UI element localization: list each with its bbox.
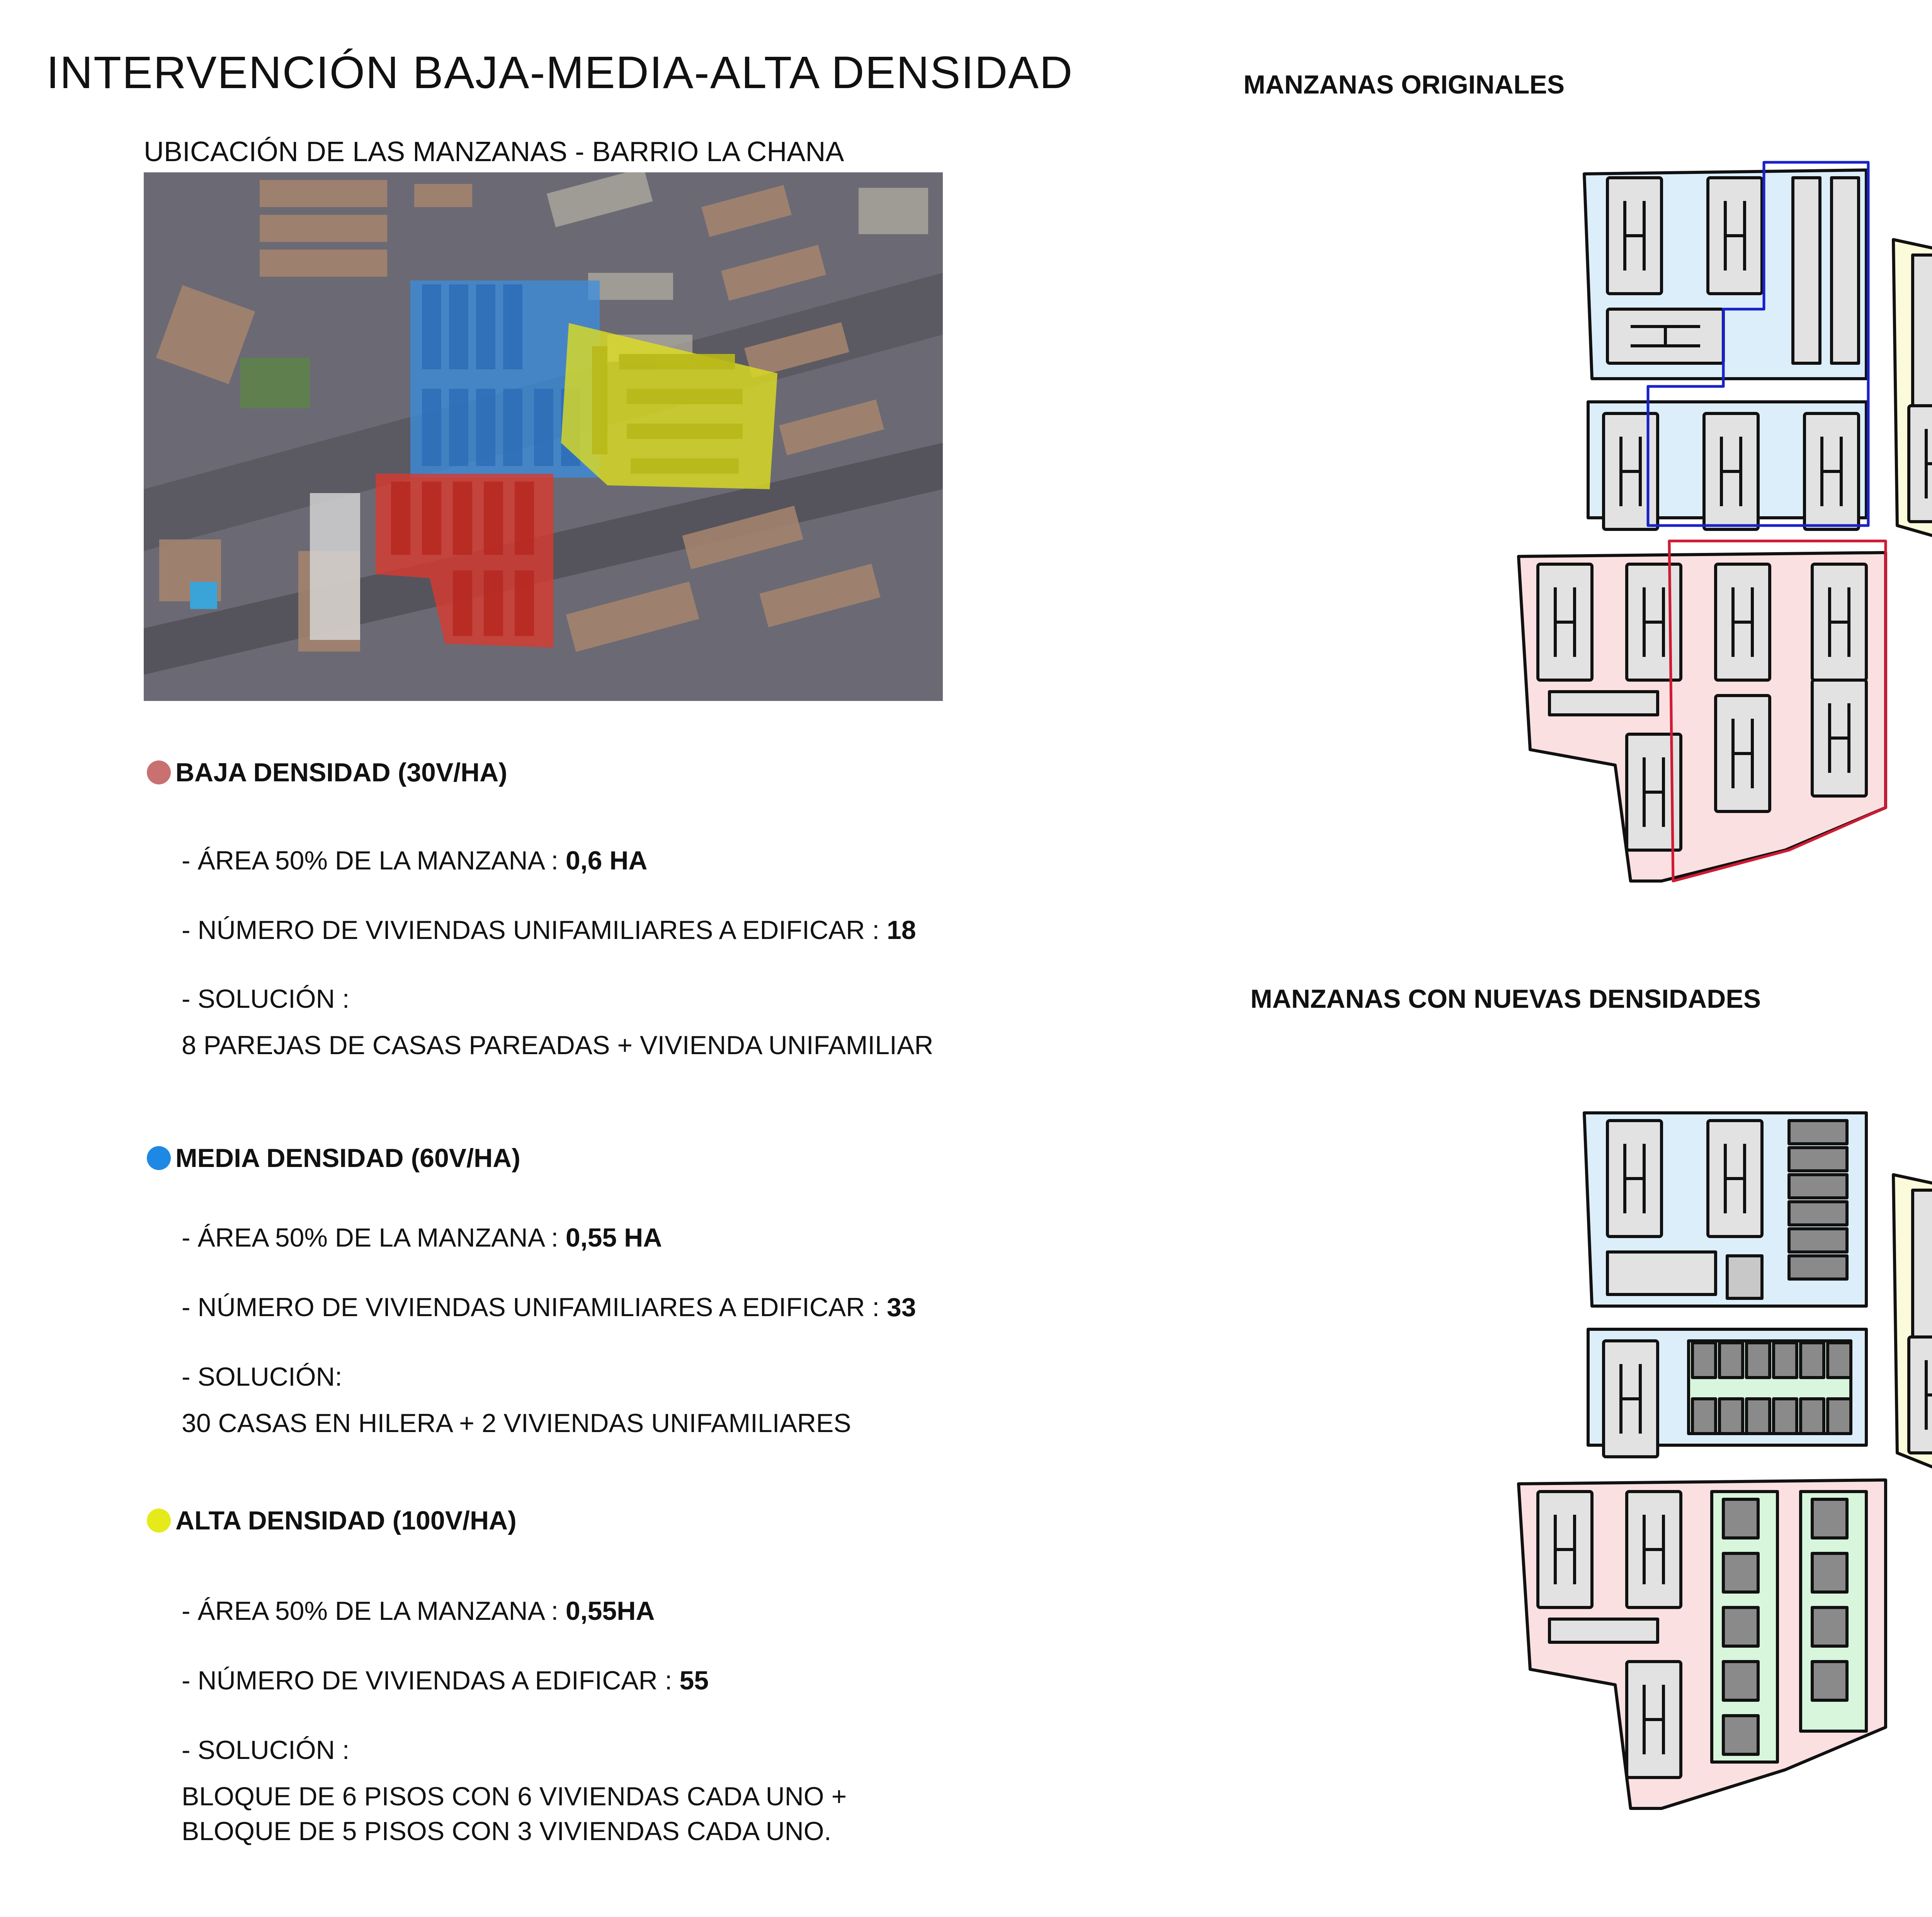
alta-area-label: - ÁREA 50% DE LA MANZANA : xyxy=(182,1596,566,1626)
media-viviendas-value: 33 xyxy=(887,1293,916,1322)
alta-solucion-label: - SOLUCIÓN : xyxy=(182,1735,350,1765)
alta-viviendas-value: 55 xyxy=(679,1666,709,1695)
media-viviendas-label: - NÚMERO DE VIVIENDAS UNIFAMILIARES A EDIFICAR : xyxy=(182,1293,887,1322)
baja-solucion-text: 8 PAREJAS DE CASAS PAREADAS + VIVIENDA UNIFAMILIAR xyxy=(182,1031,934,1060)
media-area-line xyxy=(182,1223,662,1253)
media-densidad-heading xyxy=(147,1143,520,1173)
aerial-photo xyxy=(144,172,943,701)
baja-color-dot xyxy=(147,760,171,784)
alta-solucion-text-2: BLOQUE DE 5 PISOS CON 3 VIVIENDAS CADA UNO. xyxy=(182,1817,832,1846)
alta-viviendas-line xyxy=(182,1665,709,1696)
photo-caption: UBICACIÓN DE LAS MANZANAS - BARRIO LA CHANA xyxy=(144,136,844,167)
page-title: INTERVENCIÓN BAJA-MEDIA-ALTA DENSIDAD xyxy=(46,47,1073,98)
baja-viviendas-value: 18 xyxy=(887,915,916,945)
media-heading-label: MEDIA DENSIDAD (60V/HA) xyxy=(175,1143,520,1173)
aerial-photo-drawing xyxy=(144,172,943,701)
alta-heading-label: ALTA DENSIDAD (100V/HA) xyxy=(175,1506,517,1535)
alta-viviendas-label: - NÚMERO DE VIVIENDAS A EDIFICAR : xyxy=(182,1666,680,1695)
baja-viviendas-line xyxy=(182,915,916,945)
alta-area-value: 0,55HA xyxy=(565,1596,655,1626)
media-color-dot xyxy=(147,1146,171,1170)
baja-area-value: 0,6 HA xyxy=(565,846,648,875)
originales-title: MANZANAS ORIGINALES xyxy=(1243,70,1565,99)
plan-manzanas-originales xyxy=(1507,147,1932,920)
baja-area-label: - ÁREA 50% DE LA MANZANA : xyxy=(182,846,566,875)
media-solucion-text: 30 CASAS EN HILERA + 2 VIVIENDAS UNIFAMILIARES xyxy=(182,1408,851,1438)
baja-viviendas-label: - NÚMERO DE VIVIENDAS UNIFAMILIARES A EDIFICAR : xyxy=(182,915,887,945)
alta-densidad-heading xyxy=(147,1505,517,1536)
media-area-label: - ÁREA 50% DE LA MANZANA : xyxy=(182,1223,566,1252)
plan-manzanas-nuevas xyxy=(1507,1090,1932,1870)
nuevas-title: MANZANAS CON NUEVAS DENSIDADES xyxy=(1250,984,1761,1014)
alta-area-line xyxy=(182,1596,655,1626)
media-viviendas-line xyxy=(182,1292,916,1322)
baja-solucion-label: - SOLUCIÓN : xyxy=(182,984,350,1014)
media-solucion-label: - SOLUCIÓN: xyxy=(182,1362,342,1391)
baja-densidad-heading xyxy=(147,757,507,788)
alta-color-dot xyxy=(147,1509,171,1533)
media-area-value: 0,55 HA xyxy=(565,1223,662,1252)
alta-solucion-text-1: BLOQUE DE 6 PISOS CON 6 VIVIENDAS CADA UNO + xyxy=(182,1782,847,1811)
baja-area-line xyxy=(182,845,648,876)
baja-heading-label: BAJA DENSIDAD (30V/HA) xyxy=(175,758,507,787)
